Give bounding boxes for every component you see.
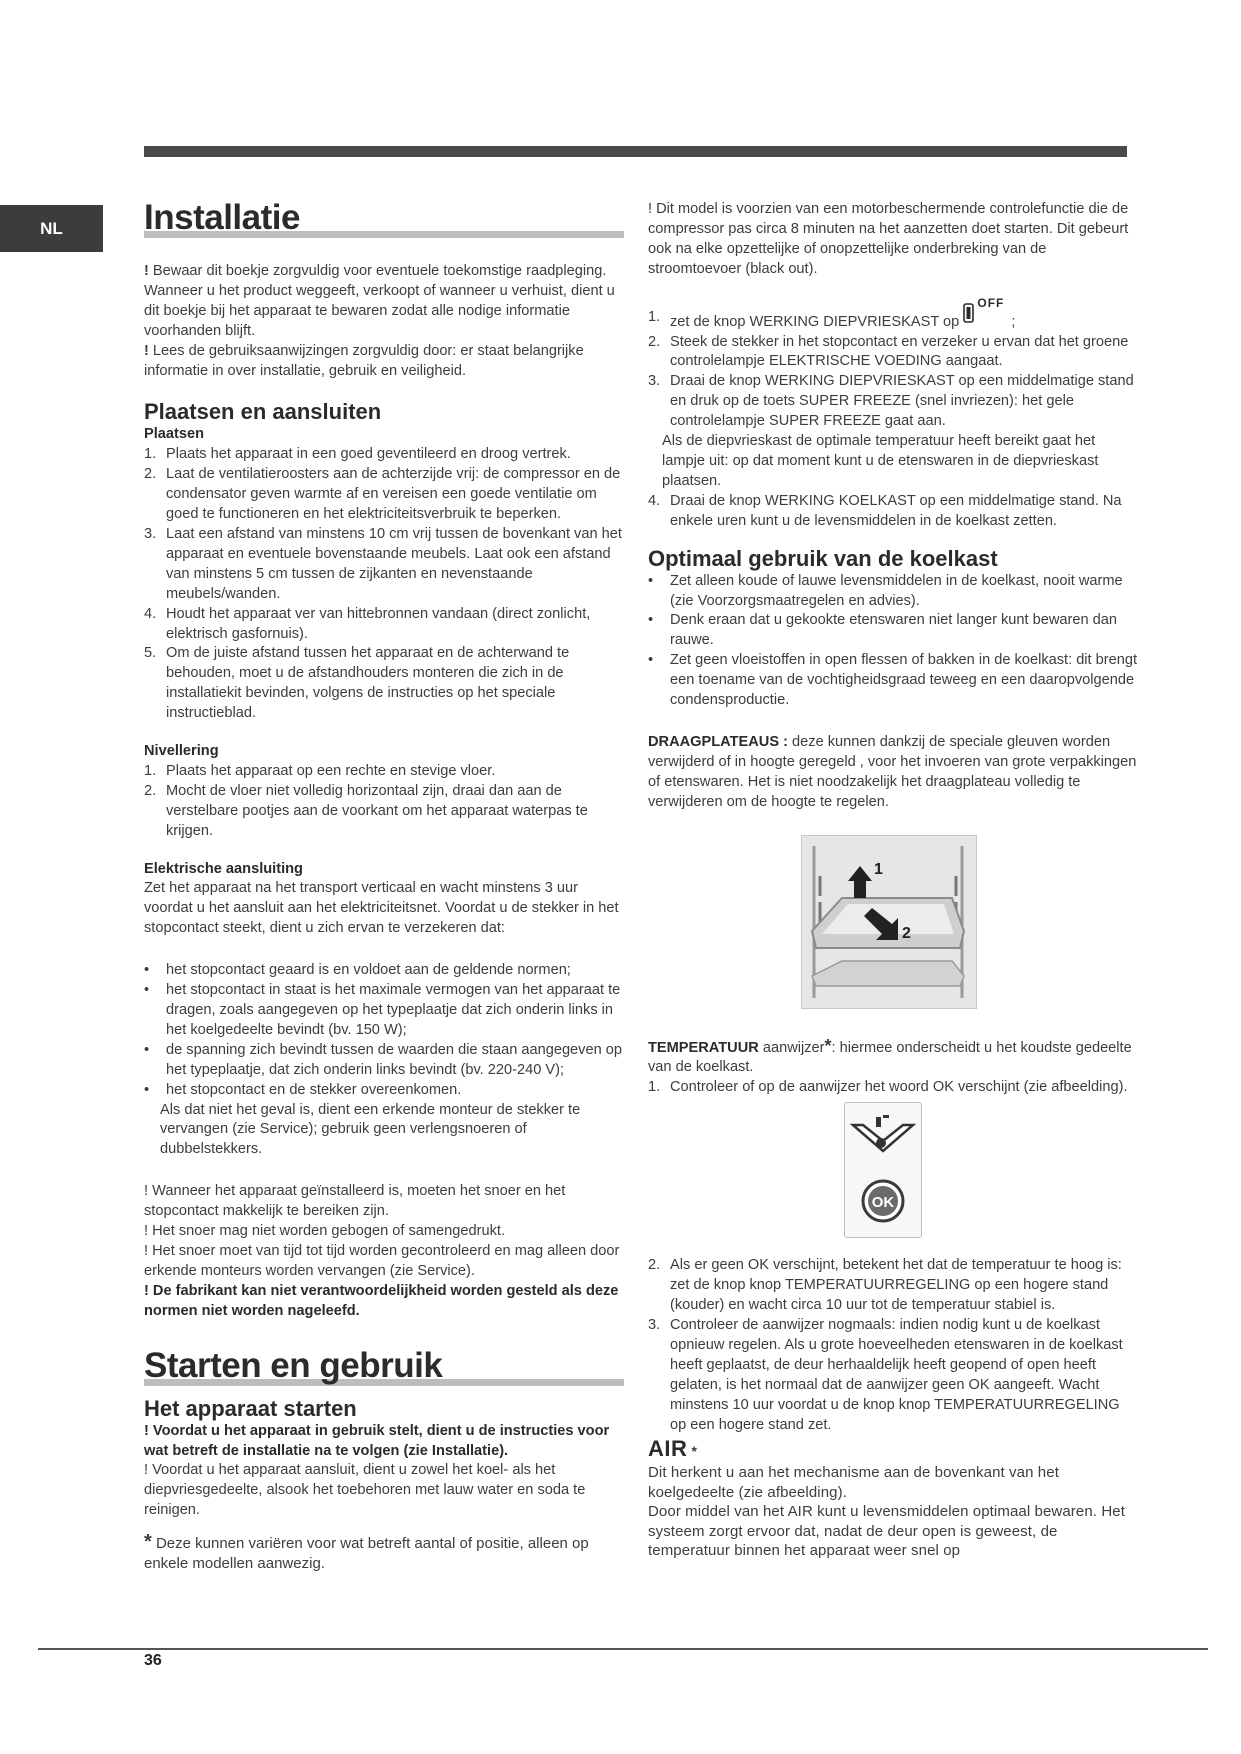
nivellering-list: [144, 762, 624, 842]
intro-paragraph-1: ! Bewaar dit boekje zorgvuldig voor eventuele toekomstige raadpleging. Wanneer u het product weggeeft, verkoopt of wanneer u verhuist, dient u dit boekje bij het apparaat te bewaren zodat alle nodige informatie voorhanden blijft.: [144, 263, 615, 339]
off-symbol: [963, 295, 1007, 328]
language-tab: NL: [0, 205, 103, 252]
list-item: 2. Steek de stekker in het stopcontact en verzeker u ervan dat het groene controlelampje ELEKTRISCHE VOEDING aangaat.: [648, 333, 1129, 370]
top-rule: [144, 146, 1127, 157]
list-item: • de spanning zich bevindt tussen de waarden die staan aangegeven op het typeplaatje, dat zich onderin links bevindt (bv. 220-240 V);: [144, 1041, 622, 1078]
intro-paragraph-2: ! Lees de gebruiksaanwijzingen zorgvuldig door: er staat belangrijke informatie in over installatie, gebruik en veiligheid.: [144, 342, 584, 379]
list-item: 2. Mocht de vloer niet volledig horizontaal zijn, draai dan aan de verstelbare pootjes aan de voorkant om het apparaat waterpas te krijgen.: [144, 782, 588, 839]
list-item: • Zet alleen koude of lauwe levensmiddelen in de koelkast, nooit warme (zie Voorzorgsmaatregelen en advies).: [648, 572, 1123, 609]
page-number: 36: [144, 1652, 162, 1669]
heading-air: AIR *: [648, 1436, 697, 1462]
warning-3: ! Het snoer moet van tijd tot tijd worden gecontroleerd en mag alleen door erkende monteurs worden vervangen (zie Service).: [144, 1242, 620, 1279]
right-column: [648, 200, 1138, 1561]
list-item: • Zet geen vloeistoffen in open flessen of bakken in de koelkast: dit brengt een toename van de vochtigheidsgraad teweeg en een daaropvolgende condensproductie.: [648, 652, 1138, 709]
subheading-plaatsen: Plaatsen: [144, 426, 205, 443]
list-item: 1. Controleer of op de aanwijzer het woord OK verschijnt (zie afbeelding).: [648, 1079, 1128, 1096]
subheading-nivellering: Nivellering: [144, 743, 219, 760]
heading-apparaat-starten: Het apparaat starten: [144, 1395, 357, 1421]
heading-plaatsen-aansluiten: Plaatsen en aansluiten: [144, 399, 382, 425]
air-paragraph-2: Door middel van het AIR kunt u levensmiddelen optimaal bewaren. Het systeem zorgt ervoor dat, nadat de deur open is geweest, de temperatuur binnen het apparaat weer snel op: [648, 1503, 1125, 1560]
list-item: 2. Als er geen OK verschijnt, betekent het dat de temperatuur te hoog is: zet de knop knop TEMPERATUURREGELING op een hogere stand (kouder) en wacht circa 10 uur tot de temperatuur stabiel is.: [648, 1257, 1122, 1314]
optimaal-bullets: [648, 572, 1138, 711]
temperatuur-paragraph: TEMPERATUUR aanwijzer*: hiermee onderscheidt u het koudste gedeelte van de koelkast.: [648, 1035, 1132, 1076]
motor-protection-note: ! Dit model is voorzien van een motorbeschermende controlefunctie die de compressor pas circa 8 minuten na het aanzetten doet starten. Dit gebeurt ook na elke opzettelijke of onopzettelijke onderbreking van de stroomtoevoer (black out).: [648, 201, 1129, 277]
list-item: 2. Laat de ventilatieroosters aan de achterzijde vrij: de compressor en de condensator geven warmte af en vereisen een goede ventilatie om goed te functioneren en het elektriciteitsverbruik te beperken.: [144, 466, 621, 523]
draagplateaus-paragraph: DRAAGPLATEAUS : deze kunnen dankzij de speciale gleuven worden verwijderd of in hoogte geregeld , voor het invoeren van grote verpakkingen of etenswaren. Het is niet noodzakelijk het draagplateau volledig te verwijderen om de hoogte te regelen.: [648, 733, 1137, 810]
elektrische-intro: Zet het apparaat na het transport verticaal en wacht minstens 3 uur voordat u het aansluit aan het elektriciteitsnet. Voordat u de stekker in het stopcontact steekt, dient u zich ervan te verzekeren dat:: [144, 880, 619, 937]
list-item: 4. Houdt het apparaat ver van hittebronnen vandaan (direct zonlicht, elektrisch gasfornuis).: [144, 605, 591, 642]
list-item: 1. Plaats het apparaat in een goed geventileerd en droog vertrek.: [144, 446, 571, 463]
shelf-figure: [801, 835, 977, 1009]
figure-reference: zie afbeelding: [743, 1483, 838, 1501]
list-item: • het stopcontact in staat is het maximale vermogen van het apparaat te dragen, zoals aangegeven op het typeplaatje dat zich onderin links in het koelgedeelte bevindt (bv. 150 W);: [144, 982, 621, 1038]
service-reference: zie Service: [394, 1262, 467, 1279]
warning-1: ! Wanneer het apparaat geïnstalleerd is, moeten het snoer en het stopcontact makkelijk te bereiken zijn.: [144, 1183, 566, 1220]
arrow-label-1: 1: [874, 860, 883, 878]
heading-optimaal-gebruik: Optimaal gebruik van de koelkast: [648, 545, 998, 571]
list-item: • het stopcontact geaard is en voldoet aan de geldende normen;: [144, 962, 571, 979]
shelf-illustration: [802, 836, 976, 1008]
section-title-starten: Starten en gebruik: [144, 1344, 624, 1388]
list-item: 5. Om de juiste afstand tussen het apparaat en de achterwand te behouden, moet u de afstandhouders monteren die zich in de installatiekit bevinden, volgens de instructies op het speciale instructieblad.: [144, 645, 570, 722]
list-item: 1. zet de knop WERKING DIEPVRIESKAST op OFF ;: [648, 295, 1016, 330]
start-steps-list-cont: [648, 492, 1138, 532]
temperatuur-steps-cont: [648, 1256, 1138, 1435]
temperatuur-steps: [648, 1078, 1138, 1098]
list-item: 4. Draai de knop WERKING KOELKAST op een middelmatige stand. Na enkele uren kunt u de levensmiddelen in de koelkast zetten.: [648, 492, 1122, 529]
left-column: [144, 196, 624, 1574]
list-item: 1. Plaats het apparaat op een rechte en stevige vloer.: [144, 762, 496, 779]
air-paragraph-1: Dit herkent u aan het mechanisme aan de bovenkant van het koelgedeelte (zie afbeelding).: [648, 1464, 1059, 1501]
service-reference: zie Service: [237, 1121, 309, 1138]
warning-2: ! Het snoer mag niet worden gebogen of samengedrukt.: [144, 1223, 506, 1240]
arrow-label-2: 2: [902, 924, 911, 942]
off-label: OFF: [977, 295, 1005, 310]
footnote: * Deze kunnen variëren voor wat betreft aantal of positie, alleen op enkele modellen aanwezig.: [144, 1531, 589, 1573]
elektrische-bullets: [144, 961, 624, 1100]
ok-label: OK: [871, 1194, 895, 1212]
steps-note: Als de diepvrieskast de optimale temperatuur heeft bereikt gaat het lampje uit: op dat moment kunt u de etenswaren in de diepvrieskast plaatsen.: [662, 433, 1099, 489]
temperature-indicator-illustration: [845, 1103, 921, 1237]
temperature-indicator-figure: [844, 1102, 922, 1238]
elektrische-note: Als dat niet het geval is, dient een erkende monteur de stekker te vervangen (zie Service); gebruik geen verlengsnoeren of dubbelstekkers.: [160, 1101, 581, 1158]
subheading-elektrische-aansluiting: Elektrische aansluiting: [144, 860, 303, 877]
warning-4: ! De fabrikant kan niet verantwoordelijkheid worden gesteld als deze normen niet worden nageleefd.: [144, 1282, 619, 1319]
plaatsen-list: [144, 445, 624, 724]
list-item: 3. Laat een afstand van minstens 10 cm vrij tussen de bovenkant van het apparaat en eventuele bovenstaande meubels. Laat ook een afstand van minstens 5 cm tussen de zijkanten en nevenstaande meubels/wanden.: [144, 525, 622, 602]
list-item: 3. Draai de knop WERKING DIEPVRIESKAST op een middelmatige stand en druk op de toets SUPER FREEZE (snel invriezen): het gele controlelampje SUPER FREEZE gaat aan.: [648, 373, 1134, 430]
footer-rule: [38, 1648, 1208, 1650]
list-item: 3. Controleer de aanwijzer nogmaals: indien nodig kunt u de koelkast opnieuw regelen. Als u grote hoeveelheden etenswaren in de koelkast heeft geplaatst, de deur herhaaldelijk heeft geopend of open heeft gelaten, is het normaal dat de aanwijzer geen OK aangeeft. Wacht minstens 10 uur voordat u de knop knop TEMPERATUURREGELING op een hogere stand zet.: [648, 1317, 1123, 1433]
starten-instruction-bold: ! Voordat u het apparaat in gebruik stelt, dient u de instructies voor wat betreft de installatie na te volgen (zie Installatie).: [144, 1422, 610, 1459]
list-item: • het stopcontact en de stekker overeenkomen.: [144, 1081, 462, 1098]
start-steps-list: [648, 295, 1138, 432]
starten-instruction: ! Voordat u het apparaat aansluit, dient u zowel het koel- als het diepvriesgedeelte, alsook het toebehoren met lauw water en soda te reinigen.: [144, 1462, 586, 1519]
list-item: • Denk eraan dat u gekookte etenswaren niet langer kunt bewaren dan rauwe.: [648, 612, 1118, 649]
section-title-installatie: Installatie: [144, 196, 624, 240]
